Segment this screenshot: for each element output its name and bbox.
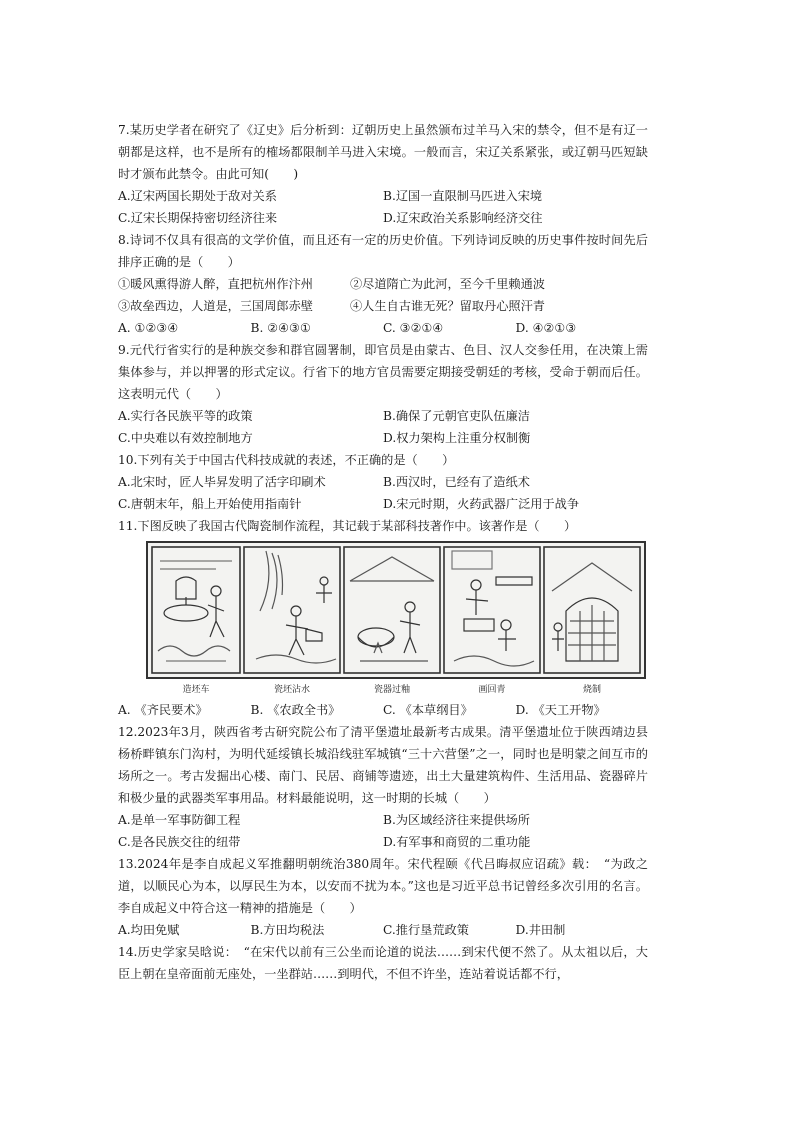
option-list xyxy=(118,699,648,721)
option-d: D. ④②①③ xyxy=(515,321,577,335)
option-b: B.为区域经济往来提供场所 xyxy=(383,813,530,827)
question-stem: 11.下图反映了我国古代陶瓷制作流程，其记载于某部科技著作中。该著作是（ ） xyxy=(118,519,577,533)
option-d: D.辽宋政治关系影响经济交往 xyxy=(383,211,543,225)
question-7 xyxy=(118,119,648,229)
option-d: D. 《天工开物》 xyxy=(515,703,606,717)
panel-4 xyxy=(444,547,540,673)
poem-1: ①暖风熏得游人醉，直把杭州作汴州 xyxy=(118,277,313,291)
option-b: B.确保了元朝官吏队伍廉洁 xyxy=(383,409,530,423)
option-c: C.是各民族交往的纽带 xyxy=(118,835,241,849)
question-stem: 14.历史学家吴晗说： “在宋代以前有三公坐而论道的说法……到宋代便不然了。从太祖以后，大臣上朝在皇帝面前无座处，一坐群站……到明代，不但不许坐，连站着说话都不行， xyxy=(118,945,648,981)
option-list xyxy=(118,185,648,229)
option-b: B. 《农政全书》 xyxy=(250,703,341,717)
option-d: D.宋元时期，火药武器广泛用于战争 xyxy=(383,497,580,511)
question-12 xyxy=(118,721,648,853)
question-stem: 13.2024年是李自成起义军推翻明朝统治380周年。宋代程颐《代吕晦叔应诏疏》载： “为政之道，以顺民心为本，以厚民生为本，以安而不扰为本。”这也是习近平总书记曾经多次引用的名言。李自成起义中符合这一精神的措施是（ ） xyxy=(118,857,648,915)
option-b: B. ②④③① xyxy=(250,321,311,335)
option-a: A.北宋时，匠人毕昇发明了活字印刷术 xyxy=(118,475,326,489)
caption-3: 瓷器过釉 xyxy=(373,685,411,695)
option-c: C.中央难以有效控制地方 xyxy=(118,431,253,445)
option-c: C.推行垦荒政策 xyxy=(383,923,469,937)
caption-5: 烧制 xyxy=(582,685,602,695)
poem-list xyxy=(118,273,648,317)
option-a: A.均田免赋 xyxy=(118,923,180,937)
option-c: C.辽宋长期保持密切经济往来 xyxy=(118,211,278,225)
question-11 xyxy=(118,515,648,721)
question-14 xyxy=(118,941,648,985)
poem-3: ③故垒西边，人道是，三国周郎赤壁 xyxy=(118,299,313,313)
option-list xyxy=(118,405,648,449)
panel-2 xyxy=(244,547,340,673)
question-9 xyxy=(118,339,648,449)
option-b: B.西汉时，已经有了造纸术 xyxy=(383,475,530,489)
option-list xyxy=(118,471,648,515)
woodblock-illustration xyxy=(146,541,646,679)
question-8 xyxy=(118,229,648,339)
option-b: B.辽国一直限制马匹进入宋境 xyxy=(383,189,543,203)
caption-4: 画回青 xyxy=(478,685,506,695)
panel-3 xyxy=(344,547,440,673)
question-stem: 8.诗词不仅具有很高的文学价值，而且还有一定的历史价值。下列诗词反映的历史事件按时间先后排序正确的是（ ） xyxy=(118,233,648,269)
question-10 xyxy=(118,449,648,515)
caption-2: 瓷坯沾水 xyxy=(273,685,311,695)
option-list xyxy=(118,317,648,339)
question-stem: 12.2023年3月，陕西省考古研究院公布了清平堡遗址最新考古成果。清平堡遗址位于陕西靖边县杨桥畔镇东门沟村，为明代延绥镇长城沿线驻军城镇“三十六营堡”之一，同时也是明蒙之间互市的场所之一。考古发掘出心楼、南门、民居、商铺等遗迹，出土大量建筑构件、生活用品、瓷器碎片和极少量的武器类军事用品。材料最能说明，这一时期的长城（ ） xyxy=(118,725,648,805)
figure-captions xyxy=(146,681,646,699)
option-d: D.井田制 xyxy=(515,923,566,937)
poem-4: ④人生自古谁无死？留取丹心照汗青 xyxy=(350,299,545,313)
panel-5 xyxy=(544,547,640,673)
question-stem: 9.元代行省实行的是种族交参和群官圆署制，即官员是由蒙古、色目、汉人交参任用，在决策上需集体参与，并以押署的形式定议。行省下的地方官员需要定期接受朝廷的考核，受命于朝而后任。这表明元代（ ） xyxy=(118,343,648,401)
poem-2: ②尽道隋亡为此河，至今千里赖通波 xyxy=(350,277,545,291)
question-stem: 10.下列有关于中国古代科技成就的表述，不正确的是（ ） xyxy=(118,453,455,467)
option-a: A.是单一军事防御工程 xyxy=(118,813,241,827)
option-list xyxy=(118,809,648,853)
option-list xyxy=(118,919,648,941)
option-a: A. 《齐民要术》 xyxy=(118,703,208,717)
option-c: C. ③②①④ xyxy=(383,321,444,335)
question-stem: 7.某历史学者在研究了《辽史》后分析到：辽朝历史上虽然颁布过羊马入宋的禁令，但不是有辽一朝都是这样，也不是所有的榷场都限制羊马进入宋境。一般而言，宋辽关系紧张，或辽朝马匹短缺时才颁布此禁令。由此可知( ) xyxy=(118,123,648,181)
question-13 xyxy=(118,853,648,941)
option-a: A. ①②③④ xyxy=(118,321,179,335)
caption-1: 造坯车 xyxy=(182,685,210,695)
option-a: A.实行各民族平等的政策 xyxy=(118,409,253,423)
option-c: C. 《本草纲目》 xyxy=(383,703,473,717)
porcelain-process-figure xyxy=(146,541,646,679)
panel-1 xyxy=(152,547,240,673)
option-d: D.权力架构上注重分权制衡 xyxy=(383,431,531,445)
question-list xyxy=(118,119,648,985)
option-a: A.辽宋两国长期处于敌对关系 xyxy=(118,189,277,203)
option-d: D.有军事和商贸的二重功能 xyxy=(383,835,531,849)
option-b: B.方田均税法 xyxy=(250,923,325,937)
option-c: C.唐朝末年，船上开始使用指南针 xyxy=(118,497,302,511)
